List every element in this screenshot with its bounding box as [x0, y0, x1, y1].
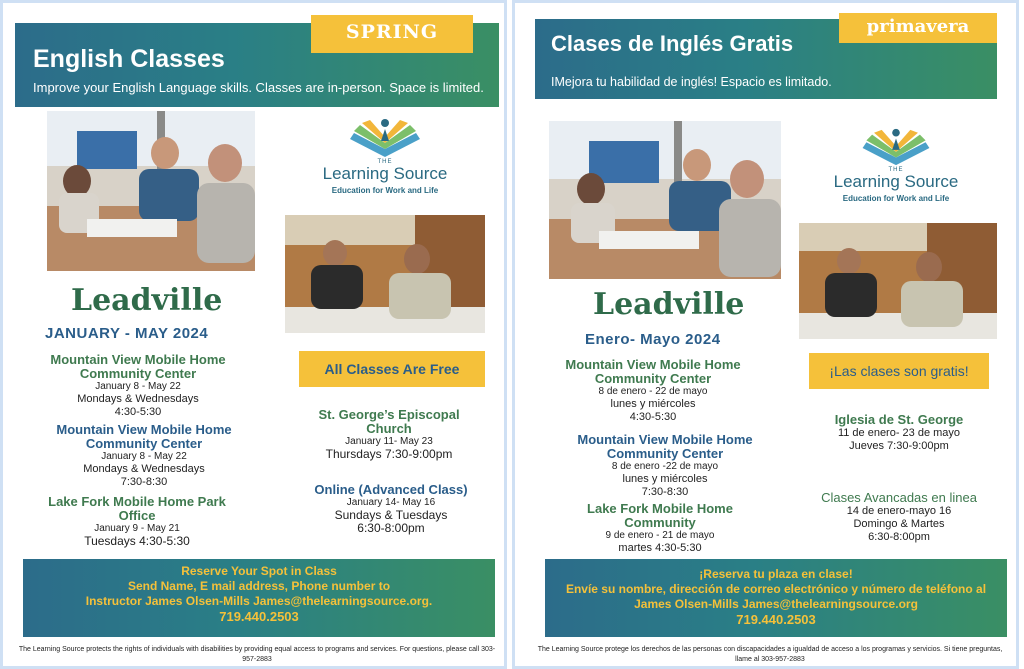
date-range: JANUARY - MAY 2024 — [45, 325, 209, 342]
location-3 — [575, 502, 745, 555]
location-name: Mountain View Mobile Home Community Center — [565, 357, 741, 386]
flyer-title: English Classes — [33, 45, 225, 73]
logo-name: Learning Source — [322, 164, 448, 183]
flyer-subtitle: Improve your English Language skills. Classes are in-person. Space is limited. — [33, 80, 484, 95]
location-name: Online (Advanced Class) — [314, 482, 468, 497]
location-days: lunes y miércoles — [622, 473, 708, 485]
location-4 — [811, 413, 987, 453]
location-3 — [47, 495, 227, 548]
class-photo-pair — [799, 223, 997, 339]
location-1 — [33, 353, 243, 419]
location-1 — [553, 358, 753, 424]
open-book-icon — [340, 117, 430, 161]
logo-tagline: Education for Work and Life — [331, 186, 439, 195]
open-book-icon — [853, 127, 939, 169]
learning-source-logo — [821, 127, 971, 203]
season-tag: SPRING — [311, 15, 473, 53]
footer-phone[interactable]: 719.440.2503 — [219, 609, 299, 624]
location-dates: 9 de enero - 21 de mayo — [605, 530, 715, 541]
location-name: Lake Fork Mobile Home Park Office — [48, 494, 226, 523]
location-name: Clases Avancadas en linea — [821, 490, 977, 505]
footer-instructions: Send Name, E mail address, Phone number to — [127, 579, 391, 593]
logo-the: THE — [888, 167, 904, 173]
location-dates: January 9 - May 21 — [94, 523, 180, 534]
location-name: Mountain View Mobile Home Community Center — [50, 352, 226, 381]
disclaimer: The Learning Source protege los derechos de las personas con discapacidades a igualdad de acceso a los programas y servicios. Si tiene preguntas, llame al 303-957-2883 — [537, 646, 1003, 663]
location-time: 4:30-5:30 — [629, 411, 677, 423]
location-name: Mountain View Mobile Home Community Center — [56, 422, 232, 451]
learning-source-logo — [307, 117, 463, 195]
location-dates: 8 de enero - 22 de mayo — [598, 386, 708, 397]
footer-phone[interactable]: 719.440.2503 — [736, 612, 816, 627]
location-dates: January 8 - May 22 — [95, 381, 181, 392]
location-name: Iglesia de St. George — [834, 412, 964, 427]
footer-contact[interactable]: Instructor James Olsen-Mills James@thelearningsource.org. — [85, 594, 433, 608]
location-days: Mondays & Wednesdays — [77, 393, 199, 405]
location-dates: January 8 - May 22 — [101, 451, 187, 462]
header-banner — [535, 16, 997, 99]
location-dates: January 14- May 16 — [346, 497, 436, 508]
free-classes-box: All Classes Are Free — [299, 351, 485, 387]
location-5 — [807, 491, 991, 544]
date-range: Enero- Mayo 2024 — [585, 331, 721, 348]
location-dates: January 11- May 23 — [345, 436, 433, 447]
class-photo-pair — [285, 215, 485, 333]
location-5 — [303, 483, 479, 535]
location-2 — [39, 423, 249, 489]
flyer-title: Clases de Inglés Gratis — [551, 31, 794, 56]
reserve-footer — [23, 559, 495, 637]
location-name: Mountain View Mobile Home Community Center — [577, 432, 753, 461]
class-photo-group — [47, 111, 255, 271]
disclaimer: The Learning Source protects the rights of individuals with disabilities by providing equal access to programs and services. For questions, please call 303-957-2883 — [18, 646, 496, 663]
location-dates: 8 de enero -22 de mayo — [611, 461, 719, 472]
logo-tagline: Education for Work and Life — [842, 194, 950, 203]
spanish-flyer — [512, 0, 1019, 669]
city-heading: Leadville — [71, 283, 223, 318]
city-heading: Leadville — [593, 287, 745, 322]
location-name: St. George’s Episcopal Church — [318, 407, 460, 436]
location-days: martes 4:30-5:30 — [618, 542, 702, 554]
location-time: 6:30-8:00pm — [357, 521, 425, 535]
footer-instructions: Envíe su nombre, dirección de correo electrónico y número de teléfono al — [565, 582, 987, 596]
footer-heading: Reserve Your Spot in Class — [181, 564, 337, 578]
location-time: 6:30-8:00pm — [868, 531, 930, 543]
location-4 — [303, 408, 475, 461]
season-tag: primavera — [839, 13, 997, 43]
location-2 — [565, 433, 765, 499]
reserve-footer — [545, 559, 1007, 637]
footer-contact[interactable]: James Olsen-Mills James@thelearningsource.org — [634, 597, 918, 611]
logo-name: Learning Source — [833, 172, 959, 191]
class-photo-group — [549, 121, 781, 279]
location-days: Thursdays 7:30-9:00pm — [325, 447, 453, 461]
location-name: Lake Fork Mobile Home Community — [587, 501, 733, 530]
location-days: Tuesdays 4:30-5:30 — [84, 534, 190, 548]
flyer-subtitle: IMejora tu habilidad de inglés! Espacio es limitado. — [551, 75, 832, 89]
header-banner — [15, 23, 499, 107]
location-days: Domingo & Martes — [853, 518, 945, 530]
free-classes-box: ¡Las clases son gratis! — [809, 353, 989, 389]
location-time: 7:30-8:30 — [641, 486, 689, 498]
location-dates: 11 de enero- 23 de mayo — [837, 427, 961, 439]
location-days: Mondays & Wednesdays — [83, 463, 205, 475]
logo-the: THE — [377, 159, 393, 165]
location-days: Jueves 7:30-9:00pm — [849, 440, 949, 452]
english-flyer — [0, 0, 507, 669]
location-time: 7:30-8:30 — [120, 476, 168, 488]
location-days: lunes y miércoles — [610, 398, 696, 410]
footer-heading: ¡Reserva tu plaza en clase! — [699, 567, 853, 581]
location-time: 4:30-5:30 — [114, 406, 162, 418]
location-days: Sundays & Tuesdays — [334, 508, 448, 522]
location-dates: 14 de enero-mayo 16 — [846, 505, 952, 517]
